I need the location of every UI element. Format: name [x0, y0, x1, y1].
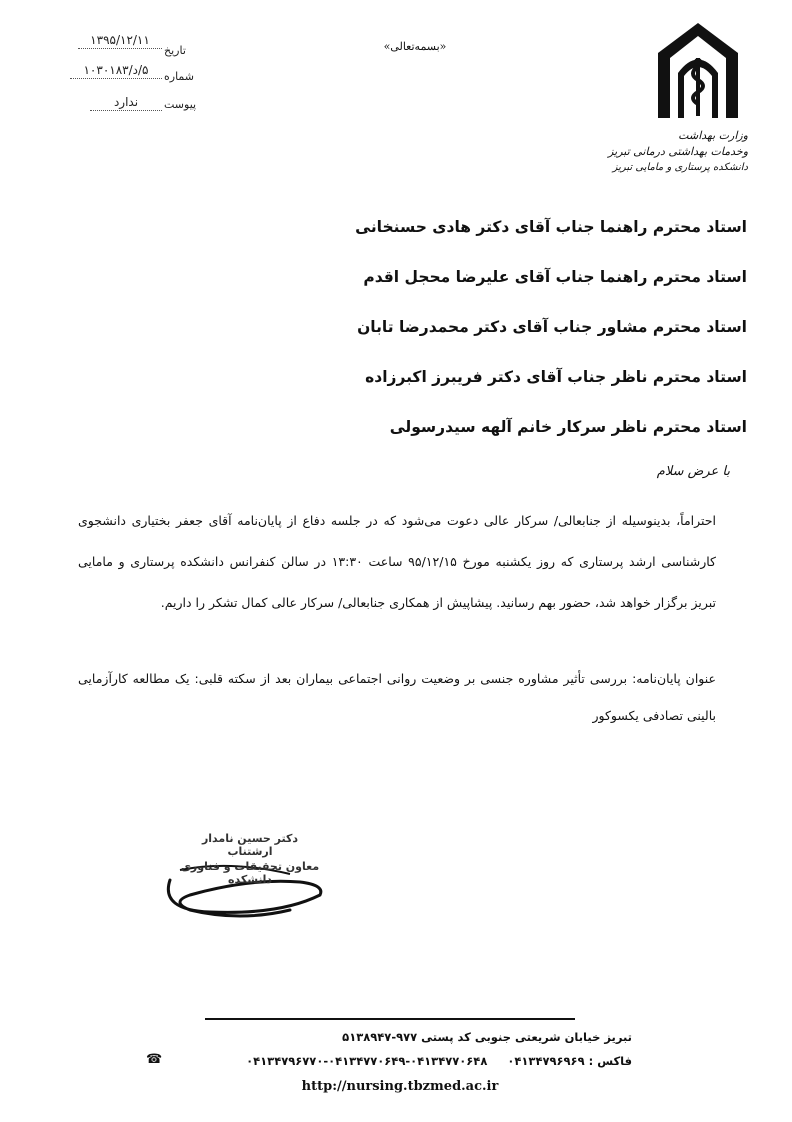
footer-address: تبریز خیابان شریعتی جنوبی کد پستی ۹۷۷-۵۱۳۸۹۴۷ — [342, 1030, 632, 1044]
addressee-2: استاد محترم راهنما جناب آقای علیرضا محجل اقدم — [363, 268, 747, 286]
footer-fax: فاکس : ۰۴۱۳۴۷۹۶۹۶۹ — [507, 1054, 632, 1068]
addressee-5: استاد محترم ناظر سرکار خانم آلهه سیدرسولی — [389, 418, 747, 436]
addressee-4: استاد محترم ناظر جناب آقای دکتر فریبرز اکبرزاده — [365, 368, 747, 386]
date-value: ۱۳۹۵/۱۲/۱۱ — [78, 32, 162, 49]
signatory-name: دکتر حسین نامدار ارشتناب — [201, 832, 299, 858]
footer-website[interactable]: http://nursing.tbzmed.ac.ir — [301, 1079, 499, 1094]
addressee-1: استاد محترم راهنما جناب آقای دکتر هادی حسنخانی — [355, 218, 747, 236]
number-value: ۵/د/۱۰۳۰۱۸۳ — [70, 62, 162, 79]
logo-line-2: وخدمات بهداشتی درمانی تبریز — [608, 145, 748, 158]
logo-line-1: وزارت بهداشت — [678, 129, 748, 142]
addressee-3: استاد محترم مشاور جناب آقای دکتر محمدرضا تابان — [357, 318, 747, 336]
invitation-paragraph: احتراماً، بدینوسیله از جنابعالی/ سرکار عالی دعوت می‌شود که در جلسه دفاع از پایان‌نامه آقای جعفر بختیاری دانشجوی کارشناسی ارشد پرستاری که روز یکشنبه مورخ ۹۵/۱۲/۱۵ ساعت ۱۳:۳۰ در سالن کنفرانس دانشکده پرستاری و مامایی تبریز برگزار خواهد شد، حضور بهم رسانید. پیشاپیش از همکاری جنابعالی/ سرکار عالی کمال تشکر را داریم. — [78, 513, 717, 610]
attachment-value: ندارد — [90, 94, 162, 111]
university-logo — [608, 18, 748, 178]
date-label: تاریخ — [164, 44, 186, 57]
footer-phones: ۰۴۱۳۴۷۷۰۶۴۸-۰۴۱۳۴۷۷۰۶۴۹-۰۴۱۳۴۷۹۶۷۷۰ — [246, 1054, 488, 1068]
logo-line-3: دانشکده پرستاری و مامایی تبریز — [612, 162, 748, 173]
footer-divider — [205, 1018, 575, 1020]
signatory-title: معاون تحقیقات و فناوری دانشکده — [180, 860, 320, 886]
thesis-title: عنوان پایان‌نامه: بررسی تأثیر مشاوره جنسی بر وضعیت روانی اجتماعی بیماران بعد از سکته قلبی: یک مطالعه کارآزمایی بالینی تصادفی یکسوکور — [78, 671, 716, 723]
university-emblem-icon — [648, 18, 748, 128]
footer-contact — [246, 1054, 632, 1068]
telephone-icon: ☎ — [146, 1052, 163, 1067]
basmala-heading: «بسمه‌تعالی» — [383, 40, 447, 53]
number-label: شماره — [164, 70, 195, 83]
attachment-label: پیوست — [164, 98, 197, 111]
greeting: با عرض سلام — [656, 464, 730, 479]
